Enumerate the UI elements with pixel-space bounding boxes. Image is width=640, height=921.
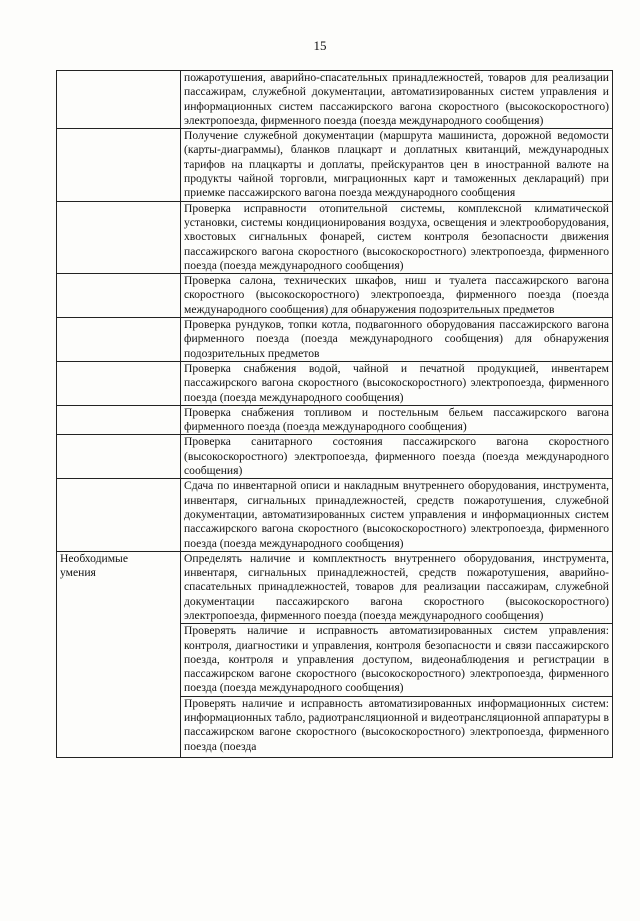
label-line: Необходимые	[60, 551, 128, 565]
row-text-cell: Проверка снабжения водой, чайной и печатной продукцией, инвентарем пассажирского вагона скоростного (высокоскоростного) электропоезда, фирменного поезда (поезда международного сообщения)	[181, 361, 613, 405]
required-skills-label	[57, 551, 181, 757]
row-text-cell: Проверка рундуков, топки котла, подвагонного оборудования пассажирского вагона фирменного поезда (поезда международного сообщения) для обнаружения подозрительных предметов	[181, 318, 613, 362]
row-label-cell	[57, 274, 181, 318]
row-label-cell	[57, 201, 181, 273]
row-label-cell	[57, 129, 181, 201]
row-label-cell	[57, 405, 181, 435]
table-row	[57, 318, 613, 362]
table-row	[57, 479, 613, 551]
table-row	[57, 274, 613, 318]
row-text-cell: Проверка салона, технических шкафов, ниш и туалета пассажирского вагона скоростного (высокоскоростного) электропоезда, фирменного поезда (поезда международного сообщения) для обнаружения подозрительных предметов	[181, 274, 613, 318]
table-row	[57, 551, 613, 623]
labor-functions-table	[56, 70, 613, 758]
row-label-cell	[57, 435, 181, 479]
row-label-cell	[57, 318, 181, 362]
table-row	[57, 201, 613, 273]
row-text-cell	[181, 696, 613, 757]
row-text-cell: Проверка снабжения топливом и постельным бельем пассажирского вагона фирменного поезда (поезда международного сообщения)	[181, 405, 613, 435]
table-row	[57, 405, 613, 435]
row-label-cell	[57, 71, 181, 129]
row-text-cell: Сдача по инвентарной описи и накладным внутреннего оборудования, инструмента, инвентаря, сигнальных принадлежностей, средств пожаротушения, служебной документации, автоматизированных систем управления и информационных систем пассажирского вагона скоростного (высокоскоростного) электропоезда, фирменного поезда (поезда международного сообщения)	[181, 479, 613, 551]
page-number: 15	[313, 38, 327, 53]
table-row	[57, 435, 613, 479]
label-line: умения	[60, 566, 96, 580]
row-text-cell: Получение служебной документации (маршрута машиниста, дорожной ведомости (карты-диаграммы), бланков плацкарт и доплатных квитанций, международных тарифов на плацкарты и доплаты, прейскурантов цен в иностранной валюте на продукты чайной торговли, миграционных карт и таможенных деклараций) при приемке пассажирского вагона поезда международного сообщения	[181, 129, 613, 201]
table-row	[57, 71, 613, 129]
row-text-cell: Проверка санитарного состояния пассажирского вагона скоростного (высокоскоростного) электропоезда, фирменного поезда (поезда международного сообщения)	[181, 435, 613, 479]
row-text-cell: Проверка исправности отопительной системы, комплексной климатической установки, системы кондиционирования воздуха, освещения и электрооборудования, хвостовых сигнальных фонарей, систем контроля безопасности движения пассажирского вагона скоростного (высокоскоростного) электропоезда, фирменного поезда (поезда международного сообщения)	[181, 201, 613, 273]
row-label-cell	[57, 361, 181, 405]
truncated-text: Проверять наличие и исправность автоматизированных информационных систем: информационных табло, радиотрансляционной и видеотрансляционной аппаратуры в пассажирском вагоне скоростного (высокоскоростного) электропоезда, фирменного поезда (поезда	[184, 696, 609, 753]
row-text-cell: Проверять наличие и исправность автоматизированных систем управления: контроля, диагностики и управления, контроля безопасности и связи пассажирского поезда, контроля и управления доступом, видеонаблюдения и регистрации в пассажирском вагоне скоростного (высокоскоростного) электропоезда, фирменного поезда (поезда международного сообщения)	[181, 624, 613, 696]
row-label-cell	[57, 479, 181, 551]
row-text-cell: Определять наличие и комплектность внутреннего оборудования, инструмента, инвентаря, сигнальных принадлежностей, средств пожаротушения, аварийно-спасательных принадлежностей, товаров для реализации пассажирам, служебной документации пассажирского вагона скоростного (высокоскоростного) электропоезда, фирменного поезда (поезда международного сообщения)	[181, 551, 613, 623]
table-row	[57, 361, 613, 405]
row-text-cell: пожаротушения, аварийно-спасательных принадлежностей, товаров для реализации пассажирам, служебной документации, автоматизированных систем управления и информационных систем пассажирского вагона скоростного (высокоскоростного) электропоезда, фирменного поезда (поезда международного сообщения)	[181, 71, 613, 129]
table-row	[57, 129, 613, 201]
